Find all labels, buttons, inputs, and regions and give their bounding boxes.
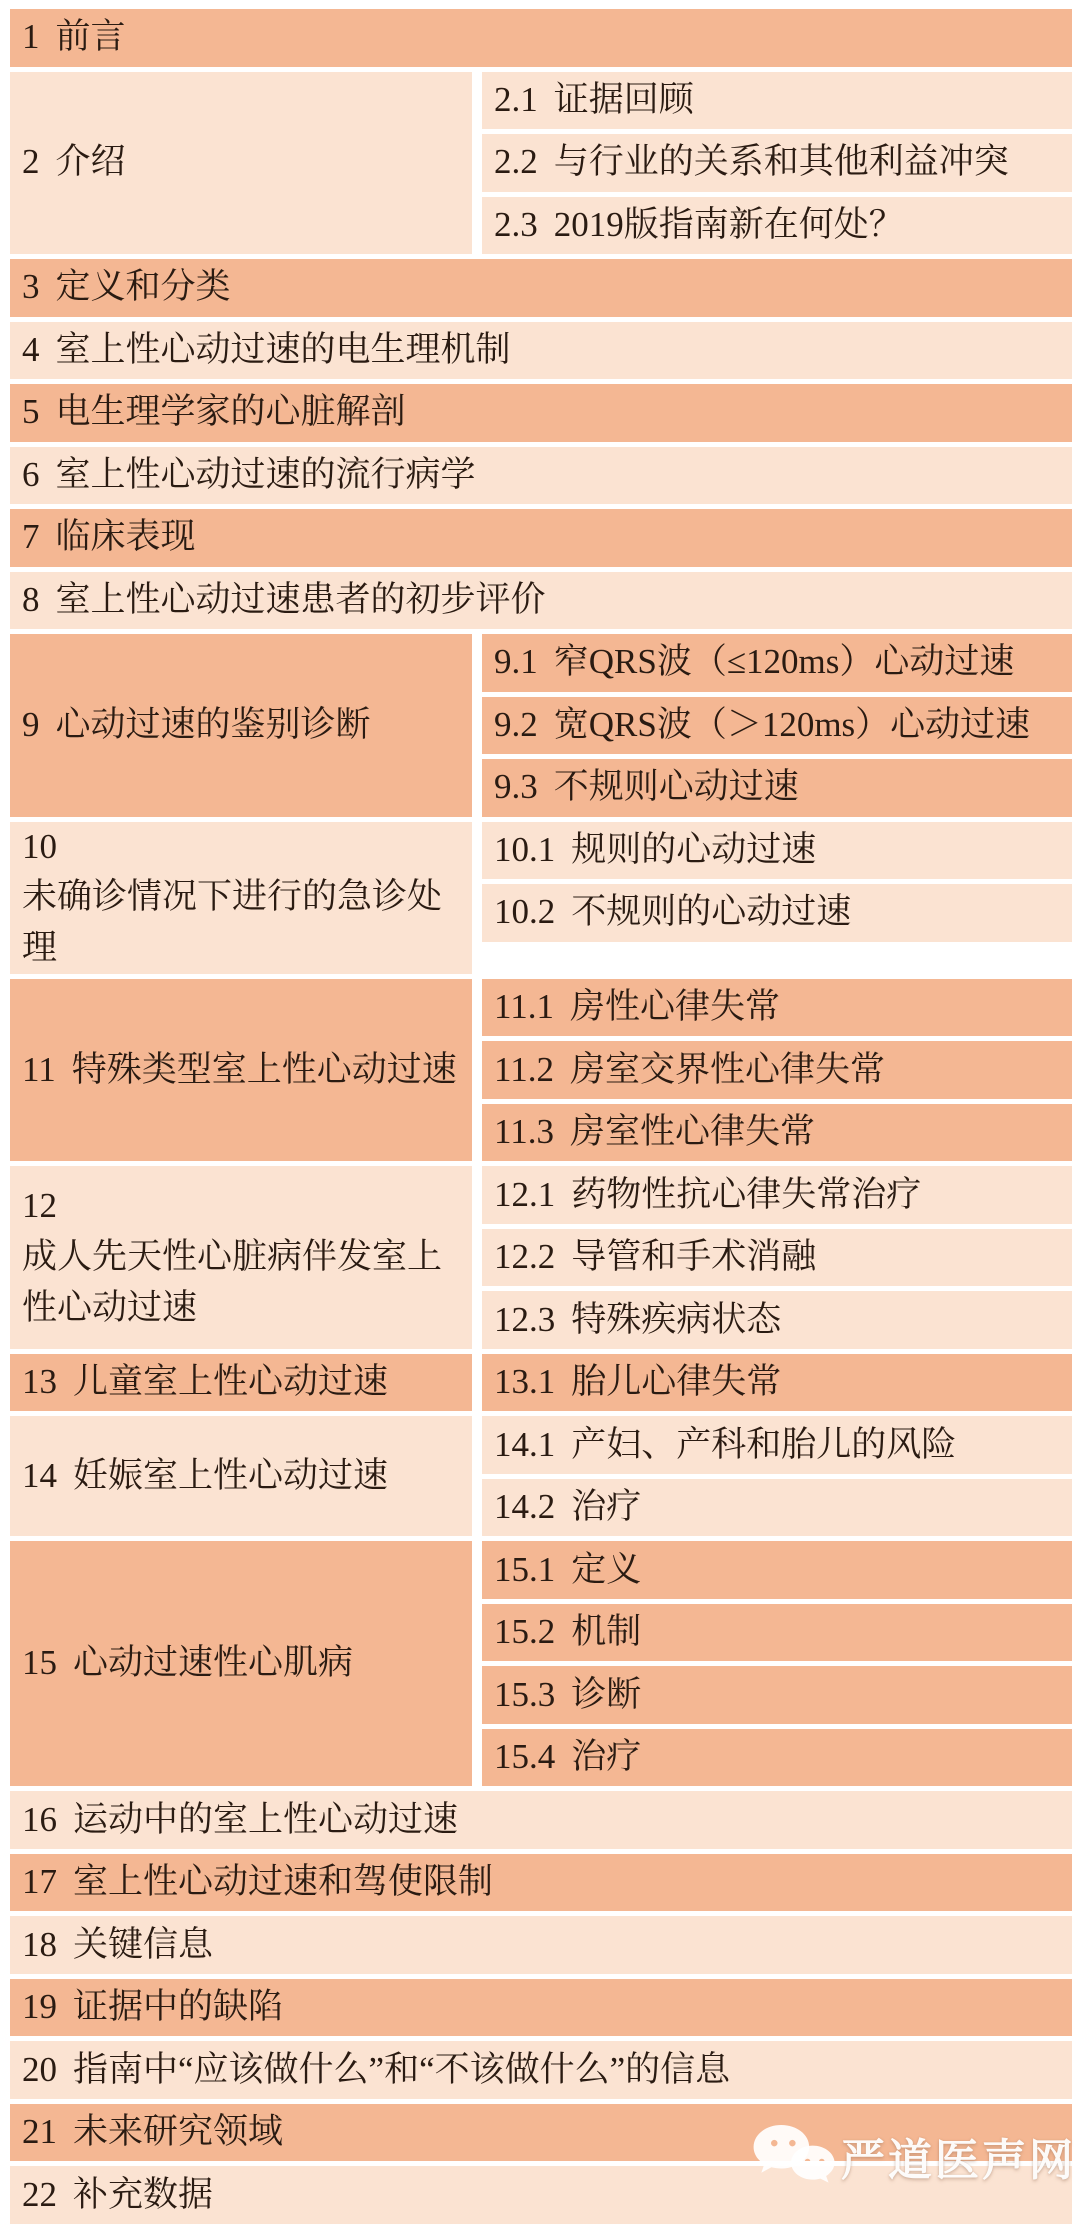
toc-main-cell xyxy=(10,2104,1072,2162)
toc-section-17 xyxy=(10,1854,1072,1912)
toc-item-number: 9.3 xyxy=(494,767,538,807)
toc-item-number: 22 xyxy=(22,2174,57,2214)
toc-section-18 xyxy=(10,1916,1072,1974)
toc-main-cell xyxy=(10,1416,472,1536)
toc-item-number: 16 xyxy=(22,1799,57,1839)
toc-item-title: 未来研究领域 xyxy=(73,2112,284,2152)
toc-main-cell xyxy=(10,2166,1072,2224)
toc-item-number: 6 xyxy=(22,454,40,494)
toc-main-cell xyxy=(10,259,1072,317)
toc-section-19 xyxy=(10,1979,1072,2037)
toc-item-number: 14 xyxy=(22,1455,57,1495)
toc-main-cell xyxy=(10,1979,1072,2037)
toc-item-number: 11.3 xyxy=(494,1112,554,1152)
toc-subcolumn xyxy=(482,72,1072,255)
toc-item-title: 规则的心动过速 xyxy=(571,829,817,869)
toc-item-title: 窄QRS波（≤120ms）心动过速 xyxy=(553,642,1015,682)
toc-sub-cell xyxy=(482,1041,1072,1099)
toc-item-title: 成人先天性心脏病伴发室上性心动过速 xyxy=(22,1237,443,1327)
toc-section-7 xyxy=(10,509,1072,567)
toc-item-number: 9.2 xyxy=(494,704,538,744)
toc-sub-cell xyxy=(482,1666,1072,1724)
toc-main-cell xyxy=(10,634,472,817)
toc-main-cell xyxy=(10,822,472,974)
toc-item-title: 未确诊情况下进行的急诊处理 xyxy=(22,877,443,967)
toc-subcolumn xyxy=(482,1416,1072,1536)
toc-item-title: 与行业的关系和其他利益冲突 xyxy=(553,142,1009,182)
toc-item-title: 证据回顾 xyxy=(553,79,694,119)
toc-main-cell xyxy=(10,447,1072,505)
toc-section-15 xyxy=(10,1541,1072,1786)
toc-item-title: 指南中“应该做什么”和“不该做什么”的信息 xyxy=(73,2049,731,2089)
toc-sub-cell xyxy=(482,634,1072,692)
toc-item-number: 10.1 xyxy=(494,829,556,869)
toc-item-title: 产妇、产科和胎儿的风险 xyxy=(571,1424,957,1464)
toc-item-title: 补充数据 xyxy=(73,2174,214,2214)
toc-sub-cell xyxy=(482,979,1072,1037)
toc-section-22 xyxy=(10,2166,1072,2224)
toc-section-14 xyxy=(10,1416,1072,1536)
toc-sub-cell xyxy=(482,1604,1072,1662)
toc-item-number: 2.3 xyxy=(494,204,538,244)
toc-item-number: 12.3 xyxy=(494,1299,556,1339)
toc-section-21 xyxy=(10,2104,1072,2162)
toc-item-title: 妊娠室上性心动过速 xyxy=(73,1455,389,1495)
toc-item-number: 18 xyxy=(22,1924,57,1964)
toc-item-number: 11.2 xyxy=(494,1049,554,1089)
toc-main-cell xyxy=(10,384,1072,442)
toc-sub-cell xyxy=(482,1354,1072,1412)
toc-item-title: 机制 xyxy=(571,1612,642,1652)
toc-item-title: 室上性心动过速的流行病学 xyxy=(55,454,476,494)
toc-subcolumn xyxy=(482,634,1072,817)
toc-item-title: 心动过速的鉴别诊断 xyxy=(55,704,371,744)
toc-main-cell xyxy=(10,1854,1072,1912)
toc-section-10 xyxy=(10,822,1072,974)
toc-section-4 xyxy=(10,322,1072,380)
toc-sub-cell xyxy=(482,197,1072,255)
toc-item-number: 12 xyxy=(22,1186,57,1226)
toc-section-13 xyxy=(10,1354,1072,1412)
toc-section-11 xyxy=(10,979,1072,1162)
toc-main-cell xyxy=(10,1166,472,1349)
toc-item-title: 药物性抗心律失常治疗 xyxy=(571,1174,922,1214)
toc-item-title: 房室性心律失常 xyxy=(569,1112,815,1152)
toc-item-number: 12.1 xyxy=(494,1174,556,1214)
toc-item-number: 2.1 xyxy=(494,79,538,119)
toc-main-cell xyxy=(10,72,472,255)
toc-sub-cell xyxy=(482,1541,1072,1599)
toc-sub-cell xyxy=(482,884,1072,942)
toc-main-cell xyxy=(10,9,1072,67)
toc-item-number: 3 xyxy=(22,267,40,307)
toc-item-number: 14.2 xyxy=(494,1487,556,1527)
toc-section-1 xyxy=(10,9,1072,67)
toc-item-number: 15.2 xyxy=(494,1612,556,1652)
toc-item-title: 房性心律失常 xyxy=(569,987,780,1027)
toc-item-title: 心动过速性心肌病 xyxy=(73,1643,354,1683)
toc-sub-cell xyxy=(482,1104,1072,1162)
toc-item-title: 导管和手术消融 xyxy=(571,1237,817,1277)
toc-item-number: 4 xyxy=(22,329,40,369)
toc-item-title: 儿童室上性心动过速 xyxy=(73,1362,389,1402)
toc-item-title: 宽QRS波（＞120ms）心动过速 xyxy=(553,704,1031,744)
toc-item-number: 1 xyxy=(22,17,40,57)
toc-table xyxy=(10,9,1072,2214)
toc-sub-cell xyxy=(482,1729,1072,1787)
toc-item-number: 9 xyxy=(22,704,40,744)
toc-item-title: 关键信息 xyxy=(73,1924,214,1964)
toc-item-number: 13 xyxy=(22,1362,57,1402)
toc-item-number: 11 xyxy=(22,1049,56,1089)
toc-item-title: 诊断 xyxy=(571,1674,642,1714)
toc-item-title: 治疗 xyxy=(571,1737,642,1777)
toc-item-number: 9.1 xyxy=(494,642,538,682)
toc-item-number: 10 xyxy=(22,826,57,866)
toc-section-12 xyxy=(10,1166,1072,1349)
toc-main-cell xyxy=(10,2041,1072,2099)
toc-sub-cell xyxy=(482,134,1072,192)
toc-item-number: 11.1 xyxy=(494,987,554,1027)
toc-item-number: 19 xyxy=(22,1987,57,2027)
toc-item-title: 介绍 xyxy=(55,142,126,182)
toc-section-6 xyxy=(10,447,1072,505)
toc-item-number: 2 xyxy=(22,142,40,182)
toc-item-title: 运动中的室上性心动过速 xyxy=(73,1799,459,1839)
toc-item-number: 15.1 xyxy=(494,1549,556,1589)
toc-item-title: 治疗 xyxy=(571,1487,642,1527)
toc-sub-cell xyxy=(482,1479,1072,1537)
toc-item-number: 2.2 xyxy=(494,142,538,182)
toc-main-cell xyxy=(10,322,1072,380)
toc-item-title: 房室交界性心律失常 xyxy=(569,1049,885,1089)
toc-section-16 xyxy=(10,1791,1072,1849)
toc-sub-cell xyxy=(482,1166,1072,1224)
toc-item-number: 15 xyxy=(22,1643,57,1683)
toc-item-title: 不规则心动过速 xyxy=(553,767,799,807)
toc-item-number: 17 xyxy=(22,1862,57,1902)
toc-item-number: 8 xyxy=(22,579,40,619)
toc-item-title: 前言 xyxy=(55,17,126,57)
toc-sub-cell xyxy=(482,822,1072,880)
toc-sub-cell xyxy=(482,1291,1072,1349)
toc-subcolumn xyxy=(482,1541,1072,1786)
toc-section-3 xyxy=(10,259,1072,317)
toc-subcolumn xyxy=(482,1166,1072,1349)
toc-item-title: 证据中的缺陷 xyxy=(73,1987,284,2027)
toc-sub-cell xyxy=(482,72,1072,130)
toc-item-number: 15.4 xyxy=(494,1737,556,1777)
toc-item-number: 14.1 xyxy=(494,1424,556,1464)
toc-item-number: 12.2 xyxy=(494,1237,556,1277)
toc-item-title: 特殊疾病状态 xyxy=(571,1299,782,1339)
toc-item-title: 临床表现 xyxy=(55,517,196,557)
toc-section-8 xyxy=(10,572,1072,630)
toc-section-20 xyxy=(10,2041,1072,2099)
toc-sub-cell xyxy=(482,1229,1072,1287)
watermark-text: 严道医声网 xyxy=(841,2136,1076,2185)
toc-item-number: 10.2 xyxy=(494,892,556,932)
toc-main-cell xyxy=(10,509,1072,567)
toc-item-title: 电生理学家的心脏解剖 xyxy=(55,392,406,432)
toc-item-number: 5 xyxy=(22,392,40,432)
toc-section-5 xyxy=(10,384,1072,442)
toc-item-number: 20 xyxy=(22,2049,57,2089)
toc-item-title: 2019版指南新在何处？ xyxy=(553,204,904,244)
toc-item-title: 不规则的心动过速 xyxy=(571,892,852,932)
toc-item-title: 胎儿心律失常 xyxy=(571,1362,782,1402)
toc-subcolumn xyxy=(482,1354,1072,1412)
toc-item-title: 特殊类型室上性心动过速 xyxy=(71,1049,457,1089)
toc-main-cell xyxy=(10,572,1072,630)
toc-sub-cell xyxy=(482,759,1072,817)
toc-main-cell xyxy=(10,1916,1072,1974)
toc-sub-cell xyxy=(482,1416,1072,1474)
toc-item-number: 21 xyxy=(22,2112,57,2152)
toc-item-number: 13.1 xyxy=(494,1362,556,1402)
toc-item-number: 7 xyxy=(22,517,40,557)
toc-main-cell xyxy=(10,1354,472,1412)
toc-main-cell xyxy=(10,1541,472,1786)
toc-item-title: 室上性心动过速和驾使限制 xyxy=(73,1862,494,1902)
toc-sub-cell xyxy=(482,697,1072,755)
toc-section-2 xyxy=(10,72,1072,255)
toc-item-number: 15.3 xyxy=(494,1674,556,1714)
toc-main-cell xyxy=(10,1791,1072,1849)
toc-item-title: 室上性心动过速的电生理机制 xyxy=(55,329,511,369)
toc-item-title: 室上性心动过速患者的初步评价 xyxy=(55,579,546,619)
toc-section-9 xyxy=(10,634,1072,817)
toc-main-cell xyxy=(10,979,472,1162)
toc-subcolumn xyxy=(482,979,1072,1162)
toc-subcolumn xyxy=(482,822,1072,974)
toc-item-title: 定义 xyxy=(571,1549,642,1589)
toc-item-title: 定义和分类 xyxy=(55,267,231,307)
